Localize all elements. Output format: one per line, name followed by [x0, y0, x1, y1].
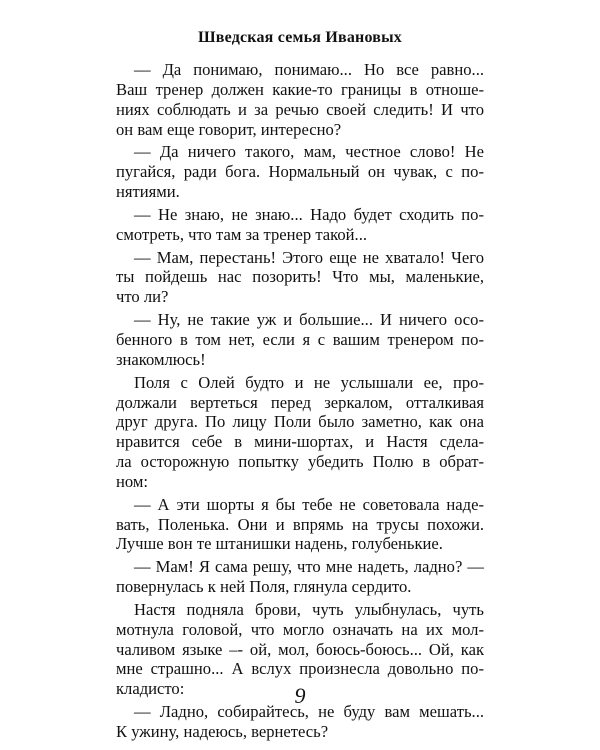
text-line: — Да ничего такого, мам, честное слово! Не: [134, 142, 484, 162]
text-line: — Мам, перестань! Этого еще не хватало! Чего: [134, 247, 484, 267]
text-line: Поля с Олей будто и не услышали ее, про-: [134, 372, 484, 392]
text-line: кладисто:: [116, 679, 185, 699]
text-line: смотреть, что там за тренер такой...: [116, 224, 368, 244]
text-line: ном:: [116, 471, 148, 491]
text-line: он вам еще говорит, интересно?: [116, 119, 342, 139]
text-line: повернулась к ней Поля, глянула сердито.: [116, 577, 412, 597]
text-line: ты пойдешь нас позорить! Что мы, маленькие,: [116, 267, 484, 287]
text-line: — Ну, не такие уж и большие... И ничего осо-: [134, 310, 484, 330]
text-line: — Да понимаю, понимаю... Но все равно...: [134, 60, 484, 79]
text-line: — А эти шорты я бы тебе не советовала наде-: [134, 494, 484, 514]
text-line: бенного в том нет, если я с вашим тренером по-: [116, 329, 484, 349]
text-line: Ваш тренер должен какие-то границы в отноше-: [116, 79, 484, 99]
text-line: Настя подняла брови, чуть улыбнулась, чуть: [134, 599, 484, 619]
text-line: чаливом языке –- ой, мол, боюсь-боюсь... Ой, как: [116, 639, 484, 659]
text-line: друг друга. По лицу Поли было заметно, как она: [116, 412, 484, 432]
page-number: 9: [294, 683, 306, 708]
text-line: — Ладно, собирайтесь, не буду вам мешать...: [134, 702, 484, 722]
text-line: ниях соблюдать и за речью своей следить! И что: [116, 99, 484, 119]
text-line: мне страшно... А вслух произнесла довольно по-: [116, 659, 484, 679]
text-line: знакомлюсь!: [116, 349, 206, 369]
text-line: К ужину, надеюсь, вернетесь?: [116, 722, 329, 741]
body-text: [116, 60, 484, 742]
text-line: Лучше вон те штанишки надень, голубенькие.: [116, 534, 443, 554]
text-line: что ли?: [116, 287, 169, 307]
text-line: — Не знаю, не знаю... Надо будет сходить по-: [134, 204, 484, 224]
text-line: нятиями.: [116, 182, 180, 202]
text-line: должали вертеться перед зеркалом, отталкивая: [116, 392, 484, 412]
text-line: вать, Поленька. Они и впрямь на трусы похожи.: [116, 514, 484, 534]
text-line: ла осторожную попытку убедить Полю в обрат-: [116, 452, 484, 472]
text-line: мотнула головой, что могло означать на их мол-: [116, 619, 484, 639]
running-header: Шведская семья Ивановых: [198, 29, 402, 46]
text-line: нравится себе в мини-шортах, и Настя сдела-: [116, 432, 484, 452]
text-line: пугайся, ради бога. Нормальный он чувак, с по-: [116, 162, 484, 182]
text-line: — Мам! Я сама решу, что мне надеть, ладно? —: [134, 557, 484, 577]
